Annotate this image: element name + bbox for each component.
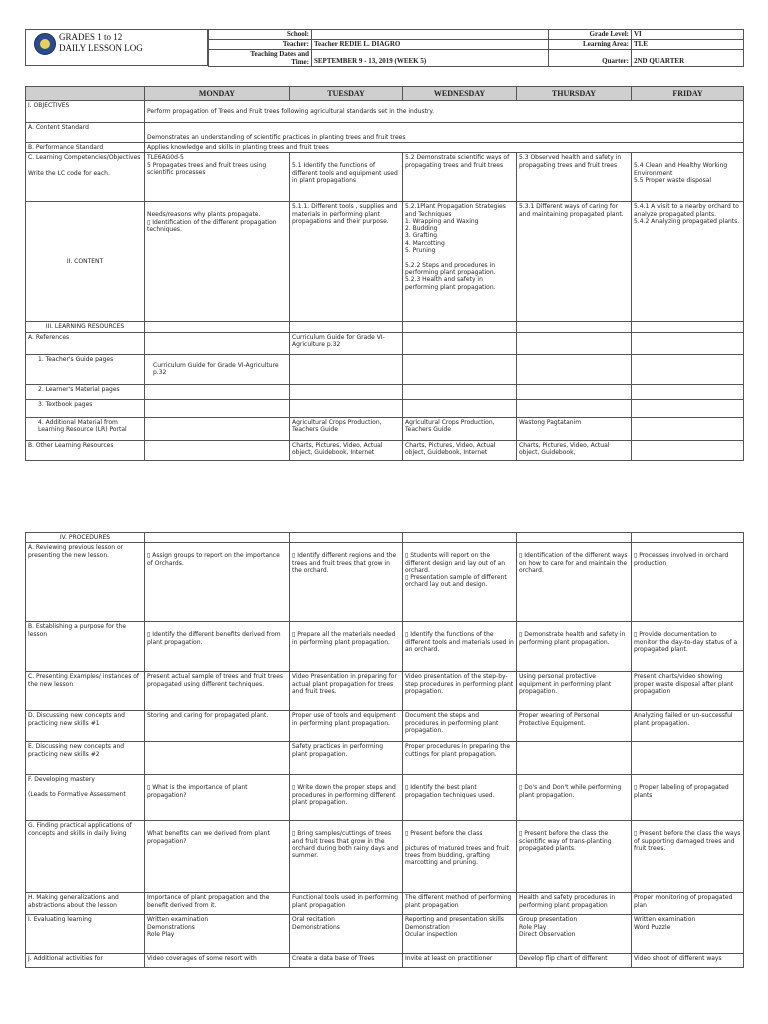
proc-g-monday: What benefits can we derived from plant propagation? [145,821,290,893]
proc-i-label: I. Evaluating learning [26,915,145,954]
other-monday [145,440,290,460]
day-tuesday: TUESDAY [290,87,403,101]
proc-head-2 [290,533,403,543]
proc-head-4 [517,533,632,543]
logo-block [25,29,208,66]
proc-c-wednesday: Video presentation of the step-by-step procedures in performing plant propagation. [403,672,517,711]
proc-a-wednesday: ▯ Students will report on the different design and lay out of an orchard. ▯ Presentation sample of different orchard lay out and design. [403,543,517,622]
proc-e-friday [632,742,744,775]
day-thursday: THURSDAY [517,87,632,101]
corner-cell [26,87,145,101]
other-friday [632,440,744,460]
school-value [312,30,549,40]
proc-j-tuesday: Create a data base of Trees [290,954,403,968]
proc-i-wednesday: Reporting and presentation skills Demonstration Ocular inspection [403,915,517,954]
title-line-1: GRADES 1 to 12 [59,32,123,42]
lm-cell-3 [403,384,517,399]
proc-i-friday: Written examination Word Puzzle [632,915,744,954]
proc-h-thursday: Health and safety procedures in performing plant propagation [517,893,632,915]
proc-a-friday: ▯ Processes involved in orchard production [632,543,744,622]
proc-j-wednesday: Invite at least on practitioner [403,954,517,968]
area-label: Learning Area: [549,40,632,50]
proc-d-monday: Storing and caring for propagated plant. [145,711,290,742]
proc-c-tuesday: Video Presentation in preparing for actual plant propagation for trees and fruit trees. [290,672,403,711]
proc-d-friday: Analyzing failed or un-successful plant propagation. [632,711,744,742]
lr-monday [145,417,290,440]
lm-cell-1 [145,384,290,399]
day-friday: FRIDAY [632,87,744,101]
proc-j-label: J. Additional activities for [26,954,145,968]
dates-label-line2: Time: [291,58,309,66]
tb-cell-2 [290,399,403,417]
competency-thursday: 5.3 Observed health and safety in propagating trees and fruit trees [517,153,632,202]
proc-h-friday: Proper monitoring of propagated plan [632,893,744,915]
competency-friday: 5.4 Clean and Healthy Working Environment 5.5 Proper waste disposal [632,153,744,202]
objectives-label: I. OBJECTIVES [26,101,145,123]
proc-e-label: E. Discussing new concepts and practicing new skills #2 [26,742,145,775]
competency-tuesday: 5.1 Identify the functions of different tools and equipment used in plant propagations [290,153,403,202]
tg-thursday [517,354,632,384]
references-label: A. References [26,332,145,354]
tb-label: 3. Textbook pages [26,399,145,417]
competency-wednesday: 5.2 Demonstrate scientific ways of propagating trees and fruit trees [403,153,517,202]
content-thursday: 5.3.1 Different ways of caring for and maintaining propagated plant. [517,202,632,322]
proc-b-tuesday: ▯ Prepare all the materials needed in performing plant propagation. [290,622,403,672]
lr-thursday: Wastong Pagtatanim [517,417,632,440]
proc-j-thursday: Develop flip chart of different [517,954,632,968]
resources-cell-3 [403,322,517,332]
quarter-label: Quarter: [549,50,632,67]
day-wednesday: WEDNESDAY [403,87,517,101]
content-standard-label: A. Content Standard [26,123,145,143]
tg-monday: Curriculum Guide for Grade VI-Agriculture p.32 [145,354,290,384]
proc-b-monday: ▯ Identify the different benefits derived from plant propagation. [145,622,290,672]
references-monday [145,332,290,354]
performance-standard-text: Applies knowledge and skills in planting trees and fruit trees [145,143,744,153]
proc-b-label: B. Establishing a purpose for the lesson [26,622,145,672]
proc-head-1 [145,533,290,543]
proc-c-monday: Present actual sample of trees and fruit trees propagated using different techniques. [145,672,290,711]
proc-d-wednesday: Document the steps and procedures in performing plant propagation. [403,711,517,742]
proc-g-tuesday: ▯ Bring samples/cuttings of trees and fruit trees that grow in the orchard during both rainy days and summer. [290,821,403,893]
proc-f-friday: ▯ Proper labeling of propagated plants [632,775,744,821]
proc-g-friday: ▯ Present before the class the ways of supporting damaged trees and fruit trees. [632,821,744,893]
proc-h-wednesday: The different method of performing plant propagation [403,893,517,915]
dates-label-line1: Teaching Dates and [250,50,309,58]
proc-d-label: D. Discussing new concepts and practicing new skills #1 [26,711,145,742]
lr-friday [632,417,744,440]
resources-cell-5 [632,322,744,332]
tb-cell-1 [145,399,290,417]
lr-label: 4. Additional Material from Learning Resource (LR) Portal [26,417,145,440]
references-thursday [517,332,632,354]
school-label: School: [209,30,312,40]
title-line-2: DAILY LESSON LOG [59,43,143,53]
procedures-label: IV. PROCEDURES [26,533,145,543]
proc-d-tuesday: Proper use of tools and equipment in performing plant propagation. [290,711,403,742]
lm-cell-4 [517,384,632,399]
content-tuesday: 5.1.1. Different tools , supplies and materials in performing plant propagations and their purpose. [290,202,403,322]
references-wednesday [403,332,517,354]
teacher-label: Teacher: [209,40,312,50]
tb-cell-5 [632,399,744,417]
proc-g-thursday: ▯ Present before the class the scientific way of trans-planting propagated plants. [517,821,632,893]
performance-standard-label: B. Performance Standard [26,143,145,153]
proc-g-wednesday: ▯ Present before the class pictures of matured trees and fruit trees from budding, grafting marcotting and pruning. [403,821,517,893]
resources-cell-2 [290,322,403,332]
proc-j-monday: Video coverages of some resort with [145,954,290,968]
references-friday [632,332,744,354]
competencies-label [26,153,145,202]
proc-f-wednesday: ▯ Identify the best plant propagation techniques used. [403,775,517,821]
lesson-table-procedures [25,532,744,968]
resources-cell-4 [517,322,632,332]
dates-value: SEPTEMBER 9 - 13, 2019 (WEEK 5) [312,50,549,67]
quarter-value: 2ND QUARTER [632,50,744,67]
proc-i-tuesday: Oral recitation Demonstrations [290,915,403,954]
proc-f-thursday: ▯ Do's and Don't while performing plant propagation. [517,775,632,821]
proc-h-label: H. Making generalizations and abstractions about the lesson [26,893,145,915]
tb-cell-4 [517,399,632,417]
content-label: II. CONTENT [26,202,145,322]
proc-b-friday: ▯ Provide documentation to monitor the day-to-day status of a propagated plant. [632,622,744,672]
lr-wednesday: Agricultural Crops Production, Teachers Guide [403,417,517,440]
references-tuesday: Curriculum Guide for Grade VI-Agriculture p.32 [290,332,403,354]
proc-a-tuesday: ▯ Identify different regions and the trees and fruit trees that grow in the orchard. [290,543,403,622]
lm-cell-5 [632,384,744,399]
proc-a-thursday: ▯ Identification of the different ways on how to care for and maintain the orchard. [517,543,632,622]
proc-h-monday: Importance of plant propagation and the benefit derived from it. [145,893,290,915]
proc-b-wednesday: ▯ Identify the functions of the different tools and materials used in an orchard. [403,622,517,672]
proc-h-tuesday: Functional tools used in performing plant propagation [290,893,403,915]
day-monday: MONDAY [145,87,290,101]
other-thursday: Charts, Pictures, Video, Actual object, Guidebook, [517,440,632,460]
proc-b-thursday: ▯ Demonstrate health and safety in performing plant propagation. [517,622,632,672]
proc-e-thursday [517,742,632,775]
tg-tuesday [290,354,403,384]
proc-j-friday: Video shoot of different ways [632,954,744,968]
proc-c-label: C. Presenting Examples/ instances of the new lesson [26,672,145,711]
content-monday: Needs/reasons why plants propagate. ▯ Identification of the different propagation techniques. [145,202,290,322]
tg-friday [632,354,744,384]
area-value: TLE [632,40,744,50]
proc-i-thursday: Group presentation Role Play Direct Observation [517,915,632,954]
deped-seal-icon [34,33,56,55]
lr-tuesday: Agricultural Crops Production, Teachers Guide [290,417,403,440]
competencies-label-2: Write the LC code for each. [28,169,110,177]
tg-wednesday [403,354,517,384]
header-info-table [208,29,744,67]
tg-label: 1. Teacher's Guide pages [26,354,145,384]
lesson-table-top [25,86,744,461]
proc-e-monday [145,742,290,775]
proc-g-label: G. Finding practical applications of concepts and skills in daily living [26,821,145,893]
resources-cell-1 [145,322,290,332]
dates-label [209,50,312,67]
proc-e-tuesday: Safety practices in performing plant propagation. [290,742,403,775]
proc-a-label: A. Reviewing previous lesson or presenting the new lesson. [26,543,145,622]
other-tuesday: Charts, Pictures, Video, Actual object, Guidebook, Internet [290,440,403,460]
proc-head-5 [632,533,744,543]
proc-c-thursday: Using personal protective equipment in performing plant propagation. [517,672,632,711]
proc-head-3 [403,533,517,543]
proc-c-friday: Present charts/video showing proper waste disposal after plant propagation [632,672,744,711]
other-wednesday: Charts, Pictures, Video, Actual object, Guidebook, Internet [403,440,517,460]
log-title [59,32,143,54]
content-wednesday: 5.2.1Plant Propagation Strategies and Techniques 1. Wrapping and Waxing 2. Budding 3. Grafting 4. Marcotting 5. Pruning 5.2.2 Steps and procedures in performing plant propagation. 5.2.3 Health and safety in performing plant propagation. [403,202,517,322]
resources-label: III. LEARNING RESOURCES [26,322,145,332]
grade-label: Grade Level: [549,30,632,40]
proc-f-monday: ▯ What is the importance of plant propagation? [145,775,290,821]
proc-f-label: F. Developing mastery (Leads to Formative Assessment [26,775,145,821]
content-standard-text: Demonstrates an understanding of scientific practices in planting trees and fruit trees [145,123,744,143]
content-friday: 5.4.1 A visit to a nearby orchard to analyze propagated plants. 5.4.2 Analyzing propagated plants. [632,202,744,322]
grade-value: VI [632,30,744,40]
lm-cell-2 [290,384,403,399]
proc-i-monday: Written examination Demonstrations Role Play [145,915,290,954]
competency-monday: TLE6AG0d-5 5 Propagates trees and fruit trees using scientific processes [145,153,290,202]
proc-e-wednesday: Proper procedures in preparing the cuttings for plant propagation. [403,742,517,775]
proc-a-monday: ▯ Assign groups to report on the importance of Orchards. [145,543,290,622]
objectives-text: Perform propagation of Trees and Fruit trees following agricultural standards set in the industry. [145,101,744,123]
proc-d-thursday: Proper wearing of Personal Protective Equipment. [517,711,632,742]
proc-f-tuesday: ▯ Write down the proper steps and procedures in performing different plant propagation. [290,775,403,821]
teacher-value: Teacher REDIE L. DIAGRO [312,40,549,50]
tb-cell-3 [403,399,517,417]
lm-label: 2. Learner's Material pages [26,384,145,399]
competencies-label-1: C. Learning Competencies/Objectives [28,154,141,162]
other-label: B. Other Learning Resources [26,440,145,460]
